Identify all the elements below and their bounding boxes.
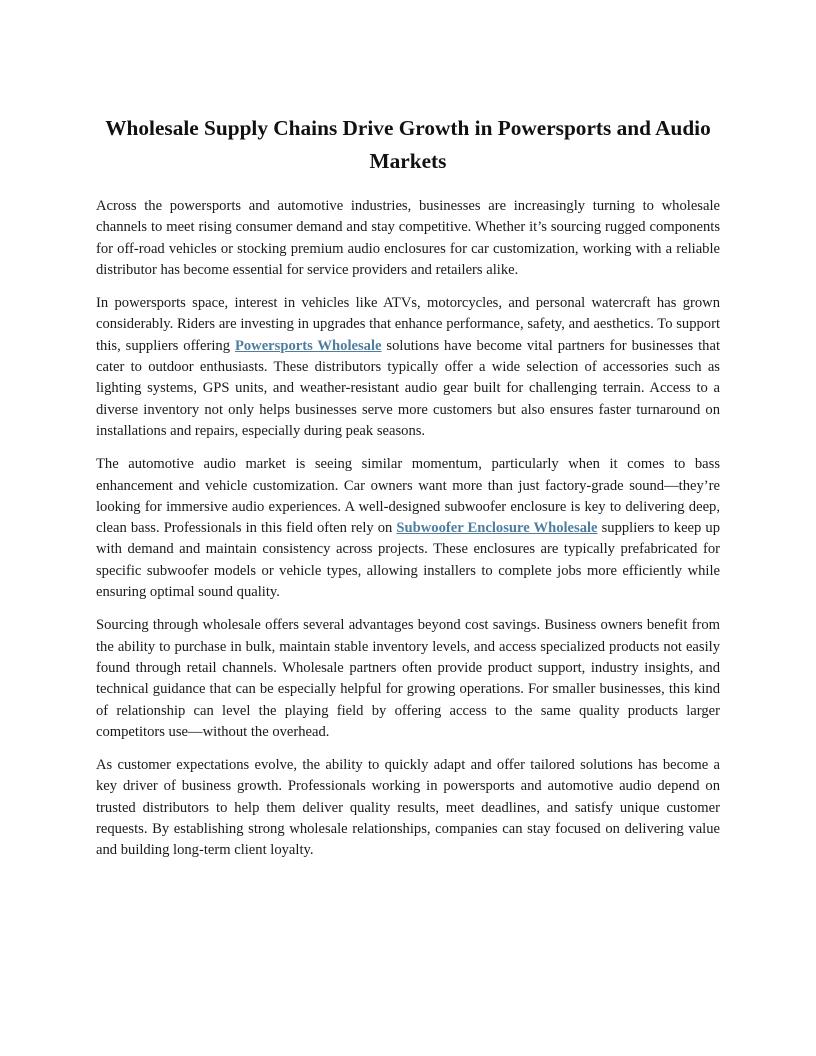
paragraph-powersports bbox=[96, 293, 720, 442]
paragraph-sourcing: Sourcing through wholesale offers several advantages beyond cost savings. Business owners benefit from the ability to purchase in bulk, maintain stable inventory levels, and access specialized products not easily found through retail channels. Wholesale partners often provide product support, industry insights, and technical guidance that can be especially helpful for growing operations. For smaller businesses, this kind of relationship can level the playing field by offering access to the same quality products larger competitors use—without the overhead. bbox=[96, 617, 720, 740]
paragraph-conclusion: As customer expectations evolve, the ability to quickly adapt and offer tailored solutions has become a key driver of business growth. Professionals working in powersports and automotive audio depend on trusted distributors to help them deliver quality results, meet deadlines, and satisfy unique customer requests. By establishing strong wholesale relationships, companies can stay focused on delivering value and building long-term client loyalty. bbox=[96, 757, 720, 859]
paragraph-audio bbox=[96, 454, 720, 603]
document-title: Wholesale Supply Chains Drive Growth in Powersports and Audio Markets bbox=[105, 116, 711, 173]
paragraph-audio-text-before: The automotive audio market is seeing similar momentum, particularly when it comes to bass enhancement and vehicle customization. Car owners want more than just factory-grade sound—they’re looking for immersive audio experiences. A well-designed subwoofer enclosure is key to delivering deep, clean bass. Professionals in this field often rely on bbox=[96, 456, 720, 537]
paragraph-intro: Across the powersports and automotive industries, businesses are increasingly turning to wholesale channels to meet rising consumer demand and stay competitive. Whether it’s sourcing rugged components for off-road vehicles or stocking premium audio enclosures for car customization, working with a reliable distributor has become essential for service providers and retailers alike. bbox=[96, 198, 720, 278]
paragraph-audio-text-after: suppliers to keep up with demand and maintain consistency across projects. These enclosures are typically prefabricated for specific subwoofer models or vehicle types, allowing installers to complete jobs more efficiently while ensuring optimal sound quality. bbox=[96, 520, 720, 601]
subwoofer-enclosure-wholesale-link[interactable]: Subwoofer Enclosure Wholesale bbox=[396, 520, 598, 537]
powersports-wholesale-link[interactable]: Powersports Wholesale bbox=[234, 337, 382, 354]
paragraph-powersports-text-after: solutions have become vital partners for businesses that cater to outdoor enthusiasts. These distributors typically offer a wide selection of accessories such as lighting systems, GPS units, and weather-resistant audio gear built for challenging terrain. Access to a diverse inventory not only helps businesses serve more customers but also ensures faster turnaround on installations and repairs, especially during peak seasons. bbox=[96, 337, 720, 439]
paragraph-powersports-text-before: In powersports space, interest in vehicles like ATVs, motorcycles, and personal watercraft has grown considerably. Riders are investing in upgrades that enhance performance, safety, and aesthetics. To support this, suppliers offering bbox=[96, 295, 720, 354]
document-page bbox=[96, 112, 720, 874]
